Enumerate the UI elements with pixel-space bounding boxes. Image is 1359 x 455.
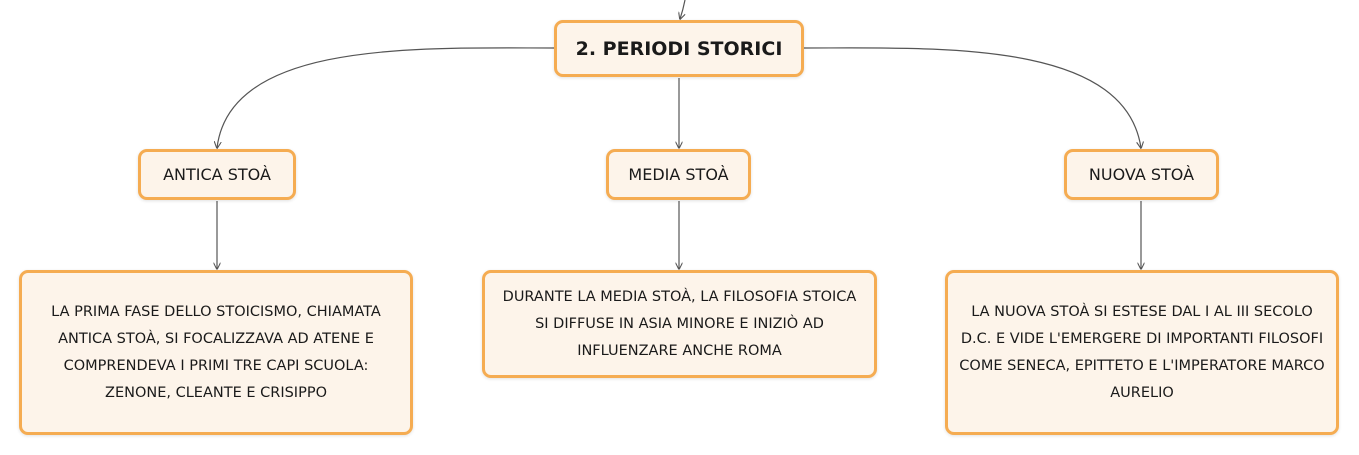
connector-root-to-antica	[217, 48, 554, 148]
branch-node-label: NUOVA STOÀ	[1088, 165, 1195, 184]
description-text: LA PRIMA FASE DELLO STOICISMO, CHIAMATA ANTICA STOÀ, SI FOCALIZZAVA AD ATENE E COMPRENDEVA I PRIMI TRE CAPI SCUOLA: ZENONE, CLEANTE E CRISIPPO	[51, 303, 381, 401]
description-node-antica-stoa[interactable]	[19, 270, 413, 435]
branch-node-media-stoa[interactable]	[606, 149, 751, 200]
branch-node-label: ANTICA STOÀ	[163, 165, 271, 184]
description-node-nuova-stoa[interactable]	[945, 270, 1339, 435]
description-text: DURANTE LA MEDIA STOÀ, LA FILOSOFIA STOICA SI DIFFUSE IN ASIA MINORE E INIZIÒ AD INFLUENZARE ANCHE ROMA	[502, 288, 857, 359]
description-text: LA NUOVA STOÀ SI ESTESE DAL I AL III SECOLO D.C. E VIDE L'EMERGERE DI IMPORTANTI FILOSOFI COME SENECA, EPITTETO E L'IMPERATORE MARCO AURELIO	[959, 303, 1325, 401]
connector-from-parent	[680, 0, 685, 19]
branch-node-antica-stoa[interactable]	[138, 149, 296, 200]
root-node[interactable]	[554, 20, 804, 77]
root-node-label: 2. PERIODI STORICI	[575, 37, 783, 60]
branch-node-nuova-stoa[interactable]	[1064, 149, 1219, 200]
branch-node-label: MEDIA STOÀ	[628, 165, 729, 184]
connector-root-to-nuova	[804, 48, 1141, 148]
description-node-media-stoa[interactable]	[482, 270, 877, 378]
